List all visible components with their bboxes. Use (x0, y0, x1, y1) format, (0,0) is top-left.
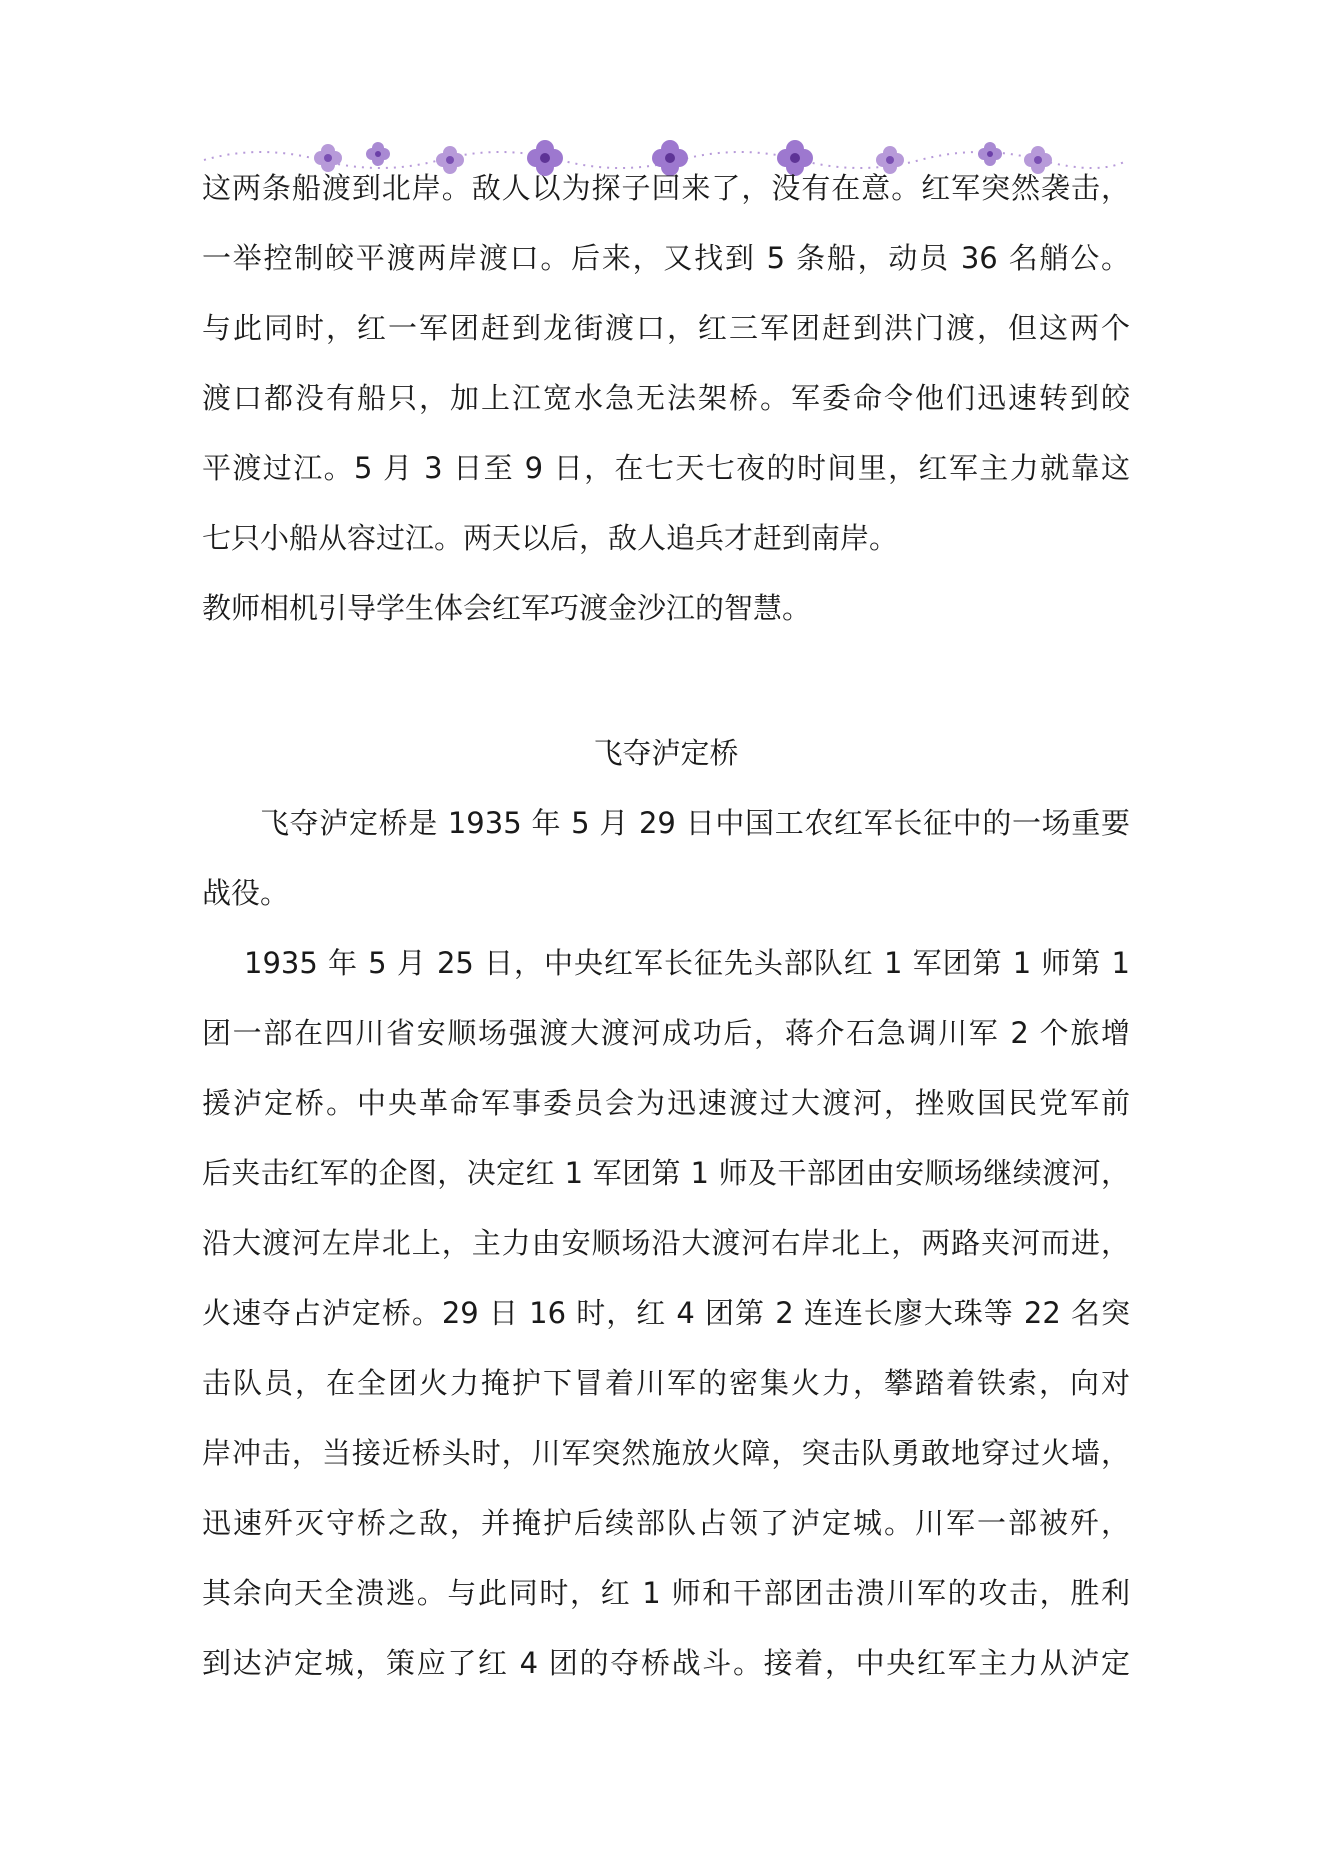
paragraph-line: 七只小船从容过江。两天以后，敌人追兵才赶到南岸。 (202, 521, 899, 555)
paragraph-line: 火速夺占泸定桥。29 日 16 时，红 4 团第 2 连连长廖大珠等 22 名突 (202, 1296, 1130, 1330)
paragraph-line: 援泸定桥。中央革命军事委员会为迅速渡过大渡河，挫败国民党军前 (202, 1086, 1130, 1120)
paragraph-line: 后夹击红军的企图，决定红 1 军团第 1 师及干部团由安顺场继续渡河， (202, 1156, 1130, 1190)
paragraph-line: 一举控制皎平渡两岸渡口。后来，又找到 5 条船，动员 36 名艄公。 (202, 241, 1130, 275)
paragraph-line: 到达泸定城，策应了红 4 团的夺桥战斗。接着，中央红军主力从泸定 (202, 1646, 1130, 1680)
paragraph-line: 岸冲击，当接近桥头时，川军突然施放火障，突击队勇敢地穿过火墙， (202, 1436, 1130, 1470)
paragraph-line: 团一部在四川省安顺场强渡大渡河成功后，蒋介石急调川军 2 个旅增 (202, 1016, 1130, 1050)
paragraph-line: 战役。 (202, 876, 290, 910)
paragraph-line: 这两条船渡到北岸。敌人以为探子回来了，没有在意。红军突然袭击， (202, 171, 1130, 205)
paragraph-line: 迅速歼灭守桥之敌，并掩护后续部队占领了泸定城。川军一部被歼， (202, 1506, 1130, 1540)
paragraph-line: 击队员，在全团火力掩护下冒着川军的密集火力，攀踏着铁索，向对 (202, 1366, 1130, 1400)
teacher-note: 教师相机引导学生体会红军巧渡金沙江的智慧。 (202, 591, 812, 625)
paragraph-line: 其余向天全溃逃。与此同时，红 1 师和干部团击溃川军的攻击，胜利 (202, 1576, 1130, 1610)
paragraph-line: 平渡过江。5 月 3 日至 9 日，在七天七夜的时间里，红军主力就靠这 (202, 451, 1130, 485)
paragraph-line: 飞夺泸定桥是 1935 年 5 月 29 日中国工农红军长征中的一场重要 (260, 806, 1130, 840)
paragraph-line: 1935 年 5 月 25 日，中央红军长征先头部队红 1 军团第 1 师第 1 (244, 946, 1130, 980)
paragraph-line: 与此同时，红一军团赶到龙街渡口，红三军团赶到洪门渡，但这两个 (202, 311, 1130, 345)
paragraph-line: 渡口都没有船只，加上江宽水急无法架桥。军委命令他们迅速转到皎 (202, 381, 1130, 415)
section-title: 飞夺泸定桥 (593, 736, 739, 770)
paragraph-line: 沿大渡河左岸北上，主力由安顺场沿大渡河右岸北上，两路夹河而进， (202, 1226, 1130, 1260)
